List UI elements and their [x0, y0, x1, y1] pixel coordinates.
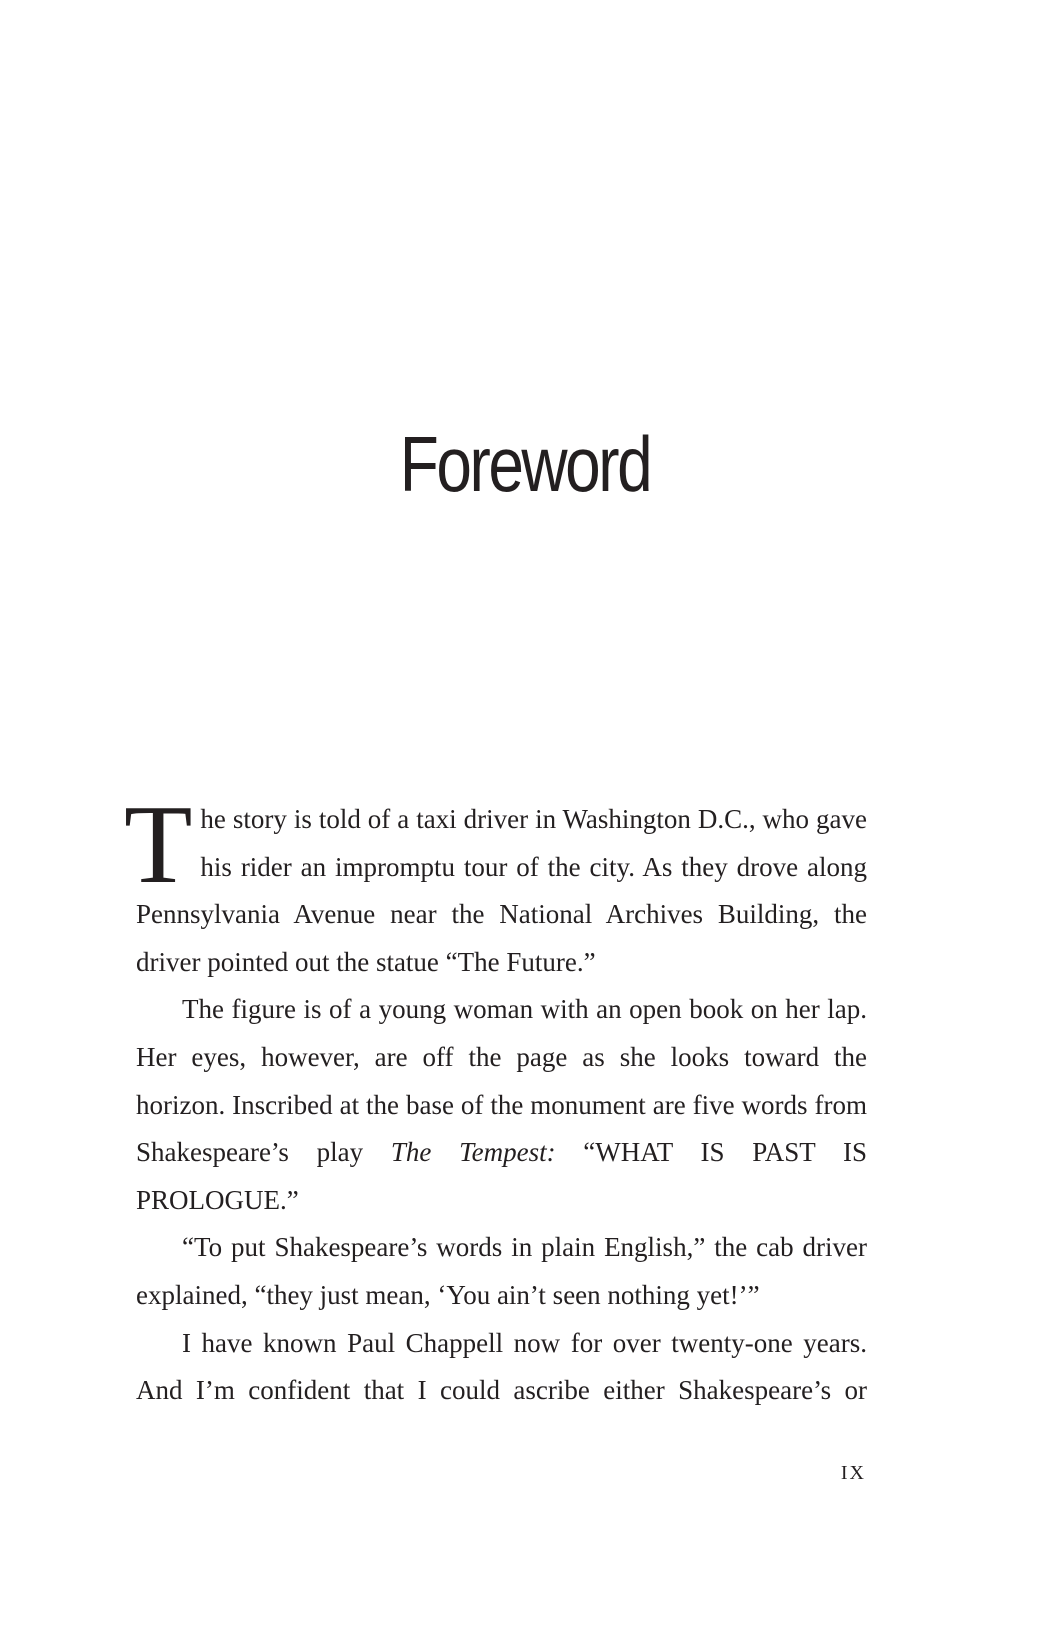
paragraph-4: I have known Paul Chappell now for over twenty-one years. And I’m confident that I could ascribe either Shakespeare’s or — [136, 1327, 867, 1406]
paragraph-2-text-end: “WHAT IS PAST IS PROLOGUE.” — [136, 1137, 867, 1215]
paragraph-2 — [136, 986, 867, 1224]
drop-cap: T — [124, 783, 193, 907]
paragraph-1-text: he story is told of a taxi driver in Washington D.C., who gave his rider an impromptu tour of the city. As they drove along Pennsylvania Avenue near the National Archives Building, the driver pointed out the statue “The Future.” — [136, 804, 867, 977]
foreword-body — [124, 783, 867, 1415]
play-title: The Tempest: — [390, 1137, 556, 1168]
paragraph-1 — [124, 783, 867, 986]
chapter-title: Foreword — [399, 420, 651, 508]
paragraph-3: “To put Shakespeare’s words in plain English,” the cab driver explained, “they just mean, ‘You ain’t seen nothing yet!’” — [136, 1232, 867, 1310]
paragraph-2-text-start: The figure is of a young woman with an open book on her lap. Her eyes, however, are off the page as she looks toward the horizon. Inscribed at the base of the monument are five words from Shakespeare’s play — [136, 994, 867, 1168]
page-number: IX — [840, 1462, 866, 1484]
